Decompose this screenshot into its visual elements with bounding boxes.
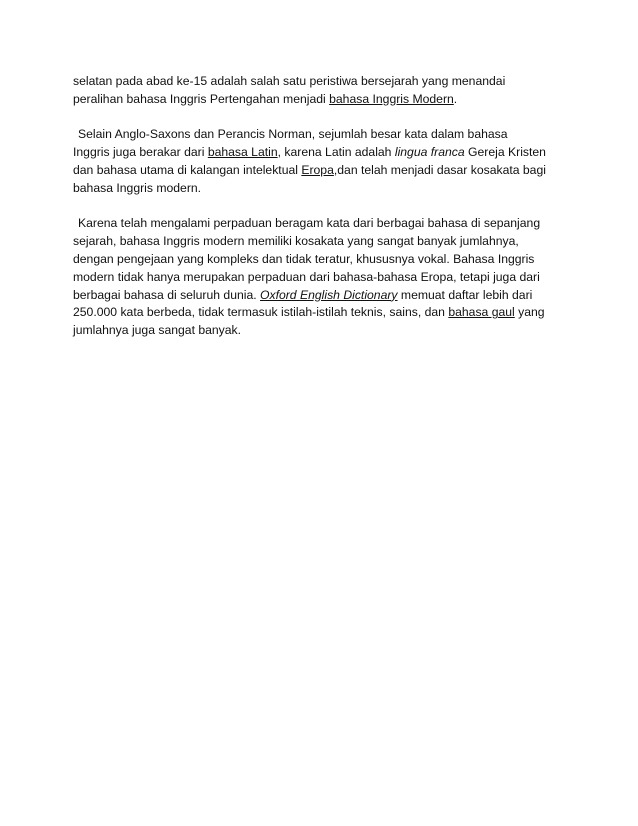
paragraph-2: [73, 126, 571, 197]
paragraph-3-line-1: [73, 215, 571, 233]
text-segment: sejarah, bahasa Inggris modern memiliki kosakata yang sangat banyak jumlahnya,: [73, 234, 519, 249]
text-segment: jumlahnya juga sangat banyak.: [73, 323, 242, 338]
text-segment: modern tidak hanya merupakan perpaduan dari bahasa-bahasa Eropa, tetapi juga dari: [73, 269, 540, 284]
text-segment: Selain Anglo-Saxons dan Perancis Norman, sejumlah besar kata dalam bahasa: [78, 127, 508, 142]
paragraph-2-line-4: [73, 180, 571, 198]
link-bahasa-gaul[interactable]: bahasa gaul: [448, 305, 515, 320]
link-eropa[interactable]: Eropa: [301, 162, 334, 177]
paragraph-1: [73, 73, 571, 109]
paragraph-2-line-1: [73, 126, 571, 144]
paragraph-2-line-2: [73, 144, 571, 162]
text-segment: 250.000 kata berbeda, tidak termasuk istilah-istilah teknis, sains, dan: [73, 305, 449, 320]
text-segment: .: [453, 91, 458, 106]
paragraph-3: [73, 215, 571, 340]
paragraph-3-line-6: [73, 304, 571, 322]
text-segment: peralihan bahasa Inggris Pertengahan menjadi: [73, 91, 330, 106]
text-segment: ,dan telah menjadi dasar kosakata bagi: [333, 162, 546, 177]
paragraph-2-line-3: [73, 162, 571, 180]
text-segment: selatan pada abad ke-15 adalah salah satu peristiwa bersejarah yang menandai: [73, 74, 506, 88]
link-oxford-english-dictionary[interactable]: Oxford English Dictionary: [260, 287, 398, 302]
text-segment: dengan pengejaan yang kompleks dan tidak teratur, khususnya vokal. Bahasa Inggris: [73, 251, 535, 266]
text-segment: Inggris juga berakar dari: [73, 145, 208, 160]
text-segment: memuat daftar lebih dari: [397, 287, 533, 302]
document-body: [73, 73, 571, 358]
italic-term: lingua franca: [394, 145, 465, 160]
paragraph-3-line-2: [73, 233, 571, 251]
text-segment: berbagai bahasa di seluruh dunia.: [73, 287, 261, 302]
link-bahasa-latin[interactable]: bahasa Latin: [207, 145, 278, 160]
paragraph-3-line-5: [73, 287, 571, 305]
paragraph-3-line-3: [73, 251, 571, 269]
text-segment: yang: [514, 305, 545, 320]
paragraph-3-line-4: [73, 269, 571, 287]
paragraph-1-line-2: [73, 91, 571, 109]
paragraph-3-line-7: [73, 322, 571, 340]
paragraph-1-line-1: [73, 73, 571, 91]
text-segment: , karena Latin adalah: [277, 145, 395, 160]
text-segment: Gereja Kristen: [464, 145, 546, 160]
text-segment: Karena telah mengalami perpaduan beragam kata dari berbagai bahasa di sepanjang: [78, 216, 541, 231]
text-segment: dan bahasa utama di kalangan intelektual: [73, 162, 302, 177]
link-bahasa-inggris-modern[interactable]: bahasa Inggris Modern: [329, 91, 454, 106]
text-segment: bahasa Inggris modern.: [73, 180, 202, 195]
